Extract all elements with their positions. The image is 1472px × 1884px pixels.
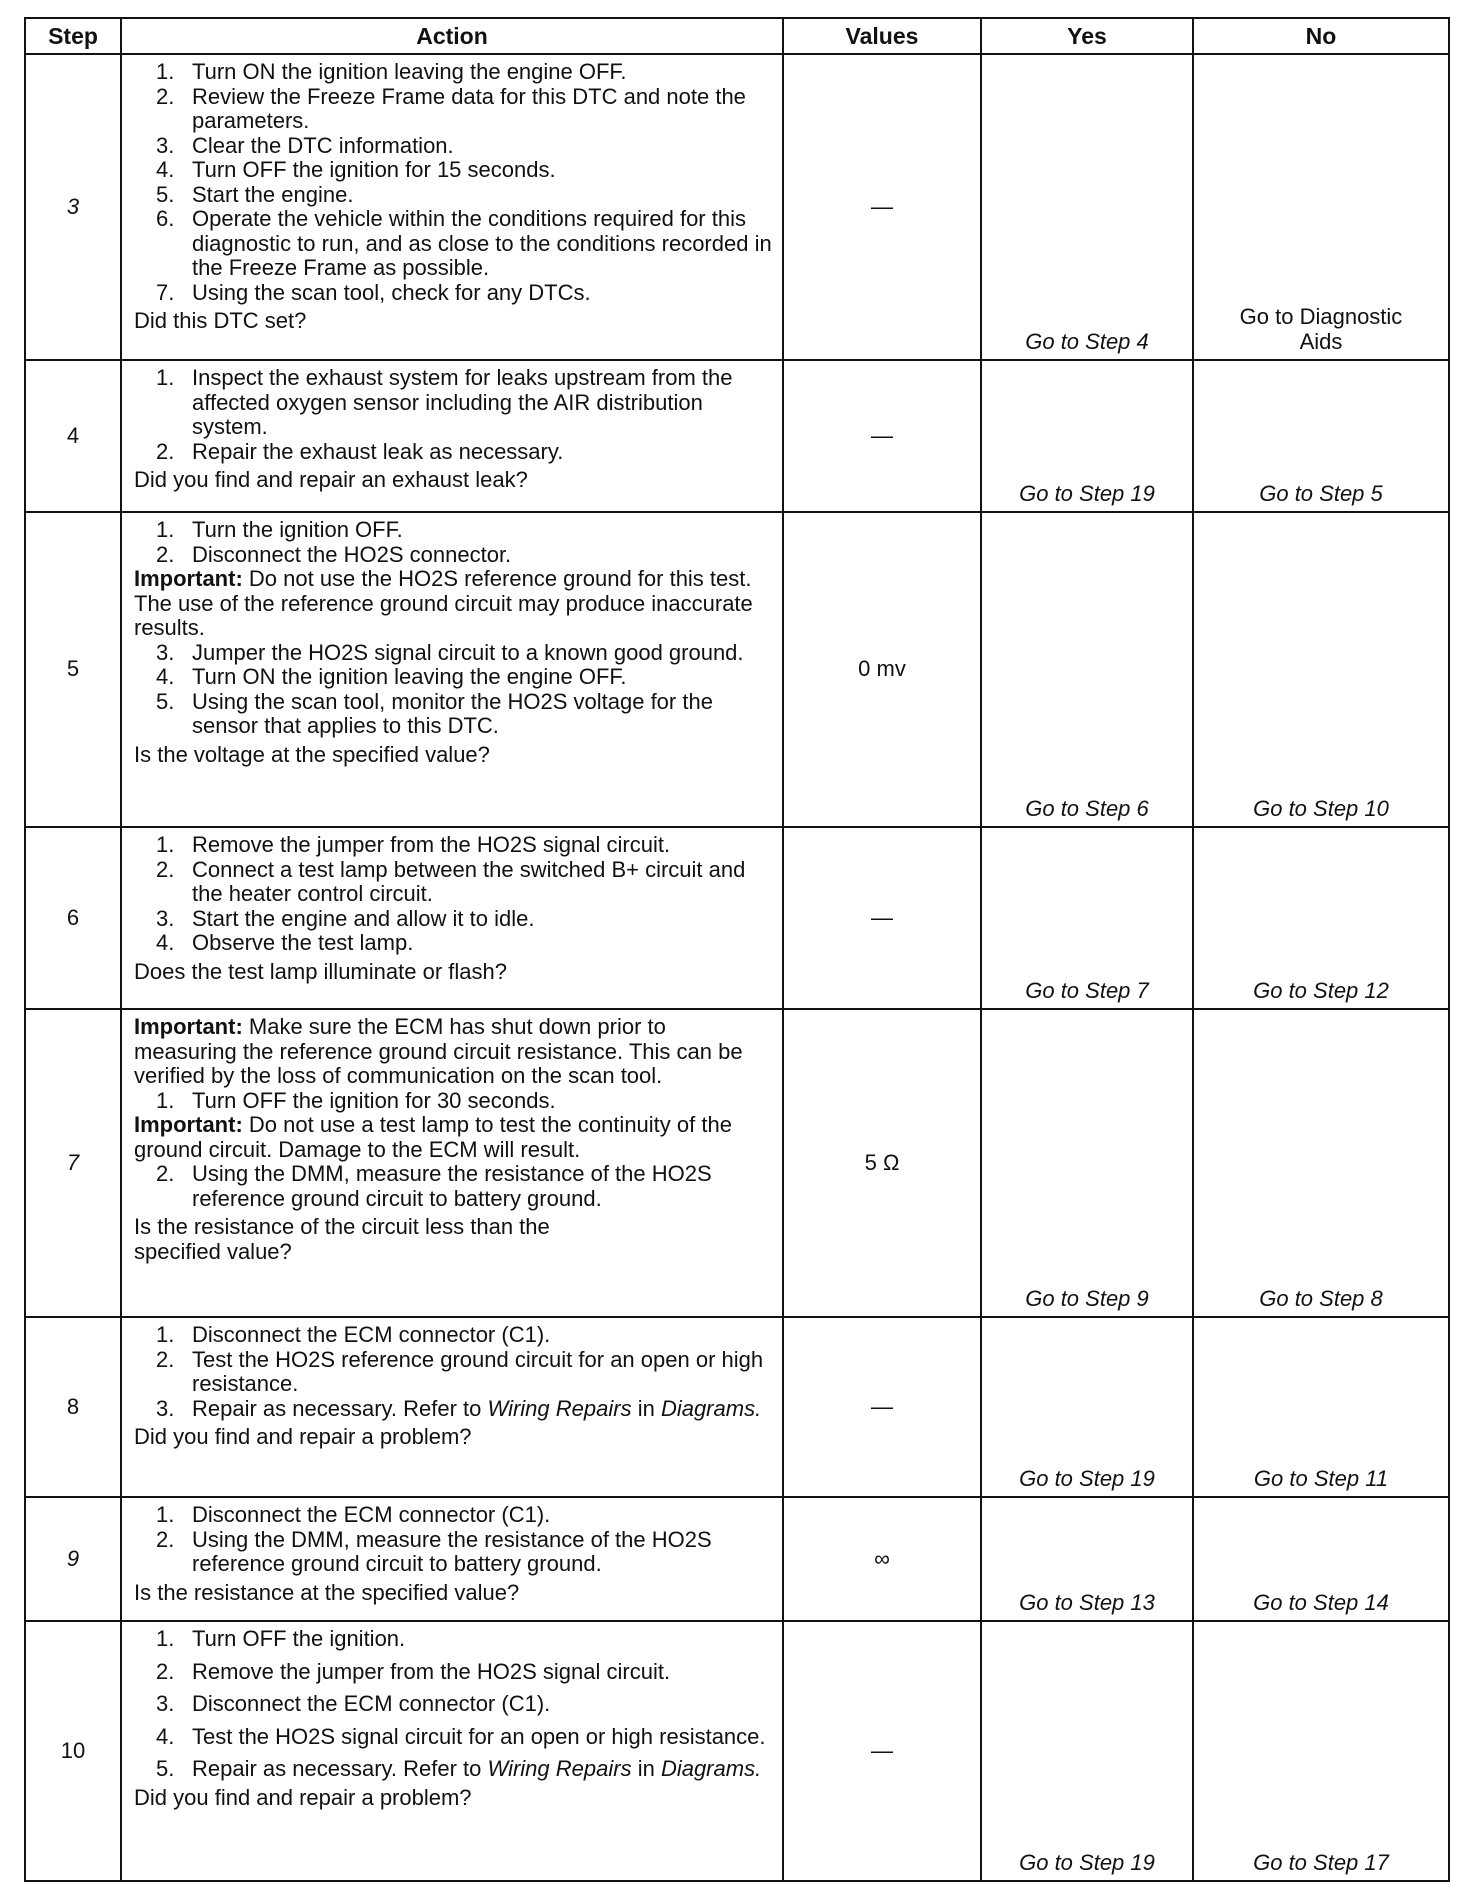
action-item: 1. Disconnect the ECM connector (C1). [156,1322,551,1347]
action-item: 1. Remove the jumper from the HO2S signal circuit. [156,832,671,857]
action-item: 1. Turn the ignition OFF. [156,517,403,542]
important-note: Important: Do not use a test lamp to test the continuity of the ground circuit. Damage to the ECM will result. [134,1112,732,1162]
yes-cell: Go to Step 9 [981,1009,1193,1317]
action-item: 3. Clear the DTC information. [156,132,454,158]
no-cell: Go to Step 8 [1193,1009,1449,1317]
action-item: 2. Test the HO2S reference ground circuit for an open or high resistance. [156,1346,764,1396]
value-cell: 0 mv [783,512,981,827]
action-cell [121,1009,783,1317]
action-item: 6. Operate the vehicle within the conditions required for this diagnostic to run, and as close to the conditions recorded in the Freeze Frame as possible. [156,206,772,280]
action-item: 5. Repair as necessary. Refer to Wiring Repairs in Diagrams. [156,1756,762,1781]
action-item: 4. Observe the test lamp. [156,930,414,955]
table-row-step-3 [25,54,1449,360]
action-item: 3. Start the engine and allow it to idle. [156,905,535,931]
value-cell: — [783,1621,981,1881]
action-item: 1. Turn OFF the ignition for 30 seconds. [156,1087,556,1113]
value-cell: — [783,360,981,512]
action-item: 2. Remove the jumper from the HO2S signal circuit. [156,1658,671,1684]
value-cell: — [783,1317,981,1497]
action-item: 1. Inspect the exhaust system for leaks upstream from the affected oxygen sensor including the AIR distribution system. [156,365,733,439]
action-item: 5. Start the engine. [156,181,354,207]
action-item: 2. Review the Freeze Frame data for this DTC and note the parameters. [156,83,746,133]
action-item: 3. Repair as necessary. Refer to Wiring Repairs in Diagrams. [156,1395,762,1421]
diagnostic-table [24,17,1450,1882]
yes-cell: Go to Step 13 [981,1497,1193,1621]
yes-cell: Go to Step 19 [981,1317,1193,1497]
no-cell: Go to Step 11 [1193,1317,1449,1497]
value-cell: 5 Ω [783,1009,981,1317]
table-row-step-5 [25,512,1449,827]
yes-cell: Go to Step 4 [981,54,1193,360]
value-cell: — [783,827,981,1009]
table-row-step-6 [25,827,1449,1009]
header-action: Action [121,18,783,54]
action-question: Did this DTC set? [134,308,307,333]
action-item: 3. Jumper the HO2S signal circuit to a known good ground. [156,639,744,665]
action-question: Did you find and repair a problem? [134,1784,472,1810]
action-question: Did you find and repair a problem? [134,1424,472,1449]
no-cell: Go to Step 17 [1193,1621,1449,1881]
table-row-step-7 [25,1009,1449,1317]
step-number: 10 [25,1621,121,1881]
table-row-step-9 [25,1497,1449,1621]
header-yes: Yes [981,18,1193,54]
header-step: Step [25,18,121,54]
no-cell: Go to Step 5 [1193,360,1449,512]
action-item: 1. Disconnect the ECM connector (C1). [156,1502,551,1527]
yes-cell: Go to Step 7 [981,827,1193,1009]
action-item: 2. Connect a test lamp between the switched B+ circuit and the heater control circuit. [156,856,746,906]
action-item: 7. Using the scan tool, check for any DTCs. [156,279,591,305]
action-item: 4. Turn OFF the ignition for 15 seconds. [156,157,556,182]
action-question: Is the voltage at the specified value? [134,741,490,767]
action-item: 1. Turn ON the ignition leaving the engine OFF. [156,59,627,84]
important-note: Important: Do not use the HO2S reference ground for this test. The use of the reference ground circuit may produce inaccurate results. [134,566,753,640]
action-question: Does the test lamp illuminate or flash? [134,958,507,984]
value-cell: ∞ [783,1497,981,1621]
yes-cell: Go to Step 19 [981,360,1193,512]
important-note: Important: Make sure the ECM has shut down prior to measuring the reference ground circuit resistance. This can be verified by the loss of communication on the scan tool. [134,1014,743,1088]
action-cell [121,54,783,360]
no-cell: Go to Diagnostic Aids [1193,54,1449,360]
action-question: Did you find and repair an exhaust leak? [134,467,528,492]
action-item: 2. Using the DMM, measure the resistance of the HO2S reference ground circuit to battery ground. [156,1161,712,1211]
action-item: 4. Test the HO2S signal circuit for an open or high resistance. [156,1723,766,1749]
action-question: Is the resistance at the specified value? [134,1579,520,1605]
action-cell [121,512,783,827]
table-row-step-10 [25,1621,1449,1881]
action-item: 5. Using the scan tool, monitor the HO2S voltage for the sensor that applies to this DTC. [156,688,713,738]
action-cell [121,1497,783,1621]
action-question: Is the resistance of the circuit less than the specified value? [134,1214,550,1264]
step-number: 6 [25,827,121,1009]
yes-cell: Go to Step 6 [981,512,1193,827]
step-number: 3 [25,54,121,360]
no-cell: Go to Step 14 [1193,1497,1449,1621]
table-row-step-8 [25,1317,1449,1497]
diagnostic-table-sheet [24,17,1448,1882]
action-item: 2. Repair the exhaust leak as necessary. [156,438,564,464]
action-cell [121,827,783,1009]
step-number: 8 [25,1317,121,1497]
action-item: 2. Disconnect the HO2S connector. [156,541,512,567]
step-number: 7 [25,1009,121,1317]
action-cell [121,360,783,512]
action-item: 3. Disconnect the ECM connector (C1). [156,1691,551,1716]
header-values: Values [783,18,981,54]
no-cell: Go to Step 12 [1193,827,1449,1009]
action-item: 4. Turn ON the ignition leaving the engine OFF. [156,664,627,689]
step-number: 9 [25,1497,121,1621]
action-cell [121,1317,783,1497]
action-cell [121,1621,783,1881]
yes-cell: Go to Step 19 [981,1621,1193,1881]
step-number: 4 [25,360,121,512]
no-cell: Go to Step 10 [1193,512,1449,827]
step-number: 5 [25,512,121,827]
value-cell: — [783,54,981,360]
header-row [25,18,1449,54]
action-item: 1. Turn OFF the ignition. [156,1626,406,1651]
table-row-step-4 [25,360,1449,512]
action-item: 2. Using the DMM, measure the resistance of the HO2S reference ground circuit to battery ground. [156,1526,712,1576]
header-no: No [1193,18,1449,54]
